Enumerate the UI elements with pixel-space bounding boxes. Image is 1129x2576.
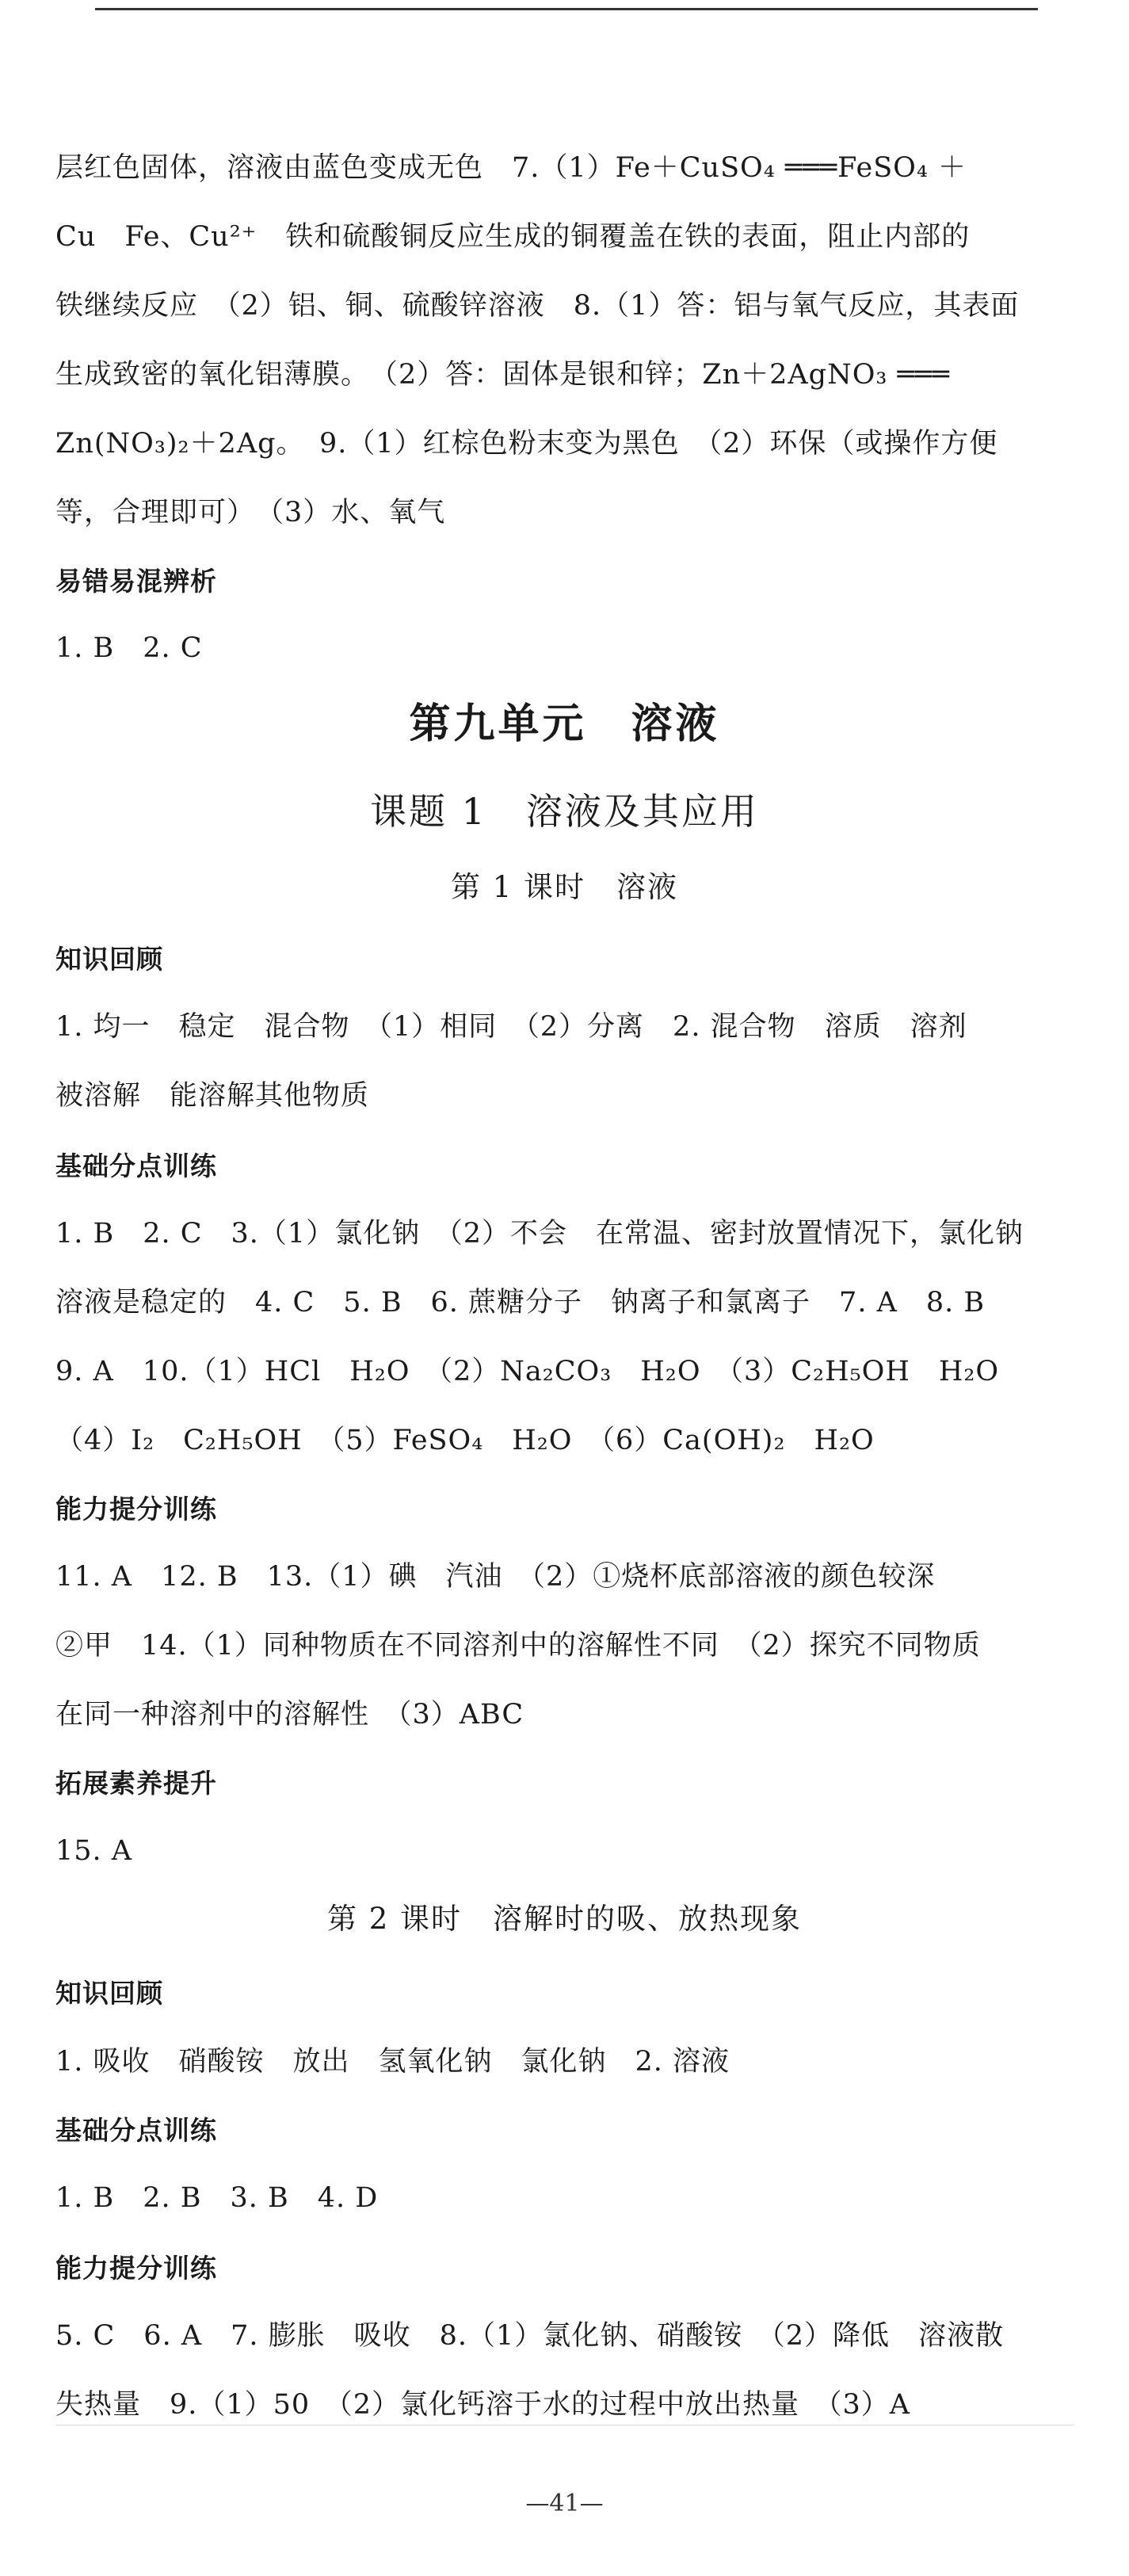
section-heading-error: 易错易混辨析 — [55, 566, 217, 597]
page-number: —41— — [525, 2490, 604, 2517]
answer-line: 5. C 6. A 7. 膨胀 吸收 8.（1）氯化钠、硝酸铵 （2）降低 溶液散 — [55, 2320, 1005, 2352]
answer-line: 层红色固体，溶液由蓝色变成无色 7.（1）Fe＋CuSO₄ ═══FeSO₄ ＋ — [55, 152, 967, 184]
lesson-title: 第 2 课时 溶解时的吸、放热现象 — [326, 1902, 803, 1936]
answer-line: 1. B 2. C 3.（1）氯化钠 （2）不会 在常温、密封放置情况下，氯化钠 — [55, 1218, 1024, 1250]
answer-line: （4）I₂ C₂H₅OH （5）FeSO₄ H₂O （6）Ca(OH)₂ H₂O — [55, 1425, 875, 1456]
unit-title: 第九单元 溶液 — [409, 700, 720, 748]
section-heading-ability: 能力提分训练 — [55, 2253, 217, 2284]
answer-line: 11. A 12. B 13.（1）碘 汽油 （2）①烧杯底部溶液的颜色较深 — [55, 1561, 936, 1593]
answer-line: 1. B 2. C — [55, 632, 203, 664]
answer-line: 失热量 9.（1）50 （2）氯化钙溶于水的过程中放出热量 （3）A — [55, 2389, 911, 2421]
topic-title: 课题 1 溶液及其应用 — [370, 790, 759, 833]
answer-line: ②甲 14.（1）同种物质在不同溶剂中的溶解性不同 （2）探究不同物质 — [55, 1630, 981, 1662]
answer-line: Zn(NO₃)₂＋2Ag。 9.（1）红棕色粉末变为黑色 （2）环保（或操作方便 — [55, 428, 998, 460]
section-heading-expand: 拓展素养提升 — [55, 1768, 217, 1799]
answer-line: 溶液是稳定的 4. C 5. B 6. 蔗糖分子 钠离子和氯离子 7. A 8. B — [55, 1287, 986, 1319]
answer-line: 1. 吸收 硝酸铵 放出 氢氧化钠 氯化钠 2. 溶液 — [55, 2046, 730, 2078]
section-heading-basic: 基础分点训练 — [55, 2115, 217, 2146]
answer-line: 被溶解 能溶解其他物质 — [55, 1080, 370, 1112]
section-heading-knowledge: 知识回顾 — [55, 1978, 163, 2009]
answer-line: 铁继续反应 （2）铝、铜、硫酸锌溶液 8.（1）答：铝与氧气反应，其表面 — [55, 290, 1020, 322]
section-heading-ability: 能力提分训练 — [55, 1494, 217, 1525]
answer-line: 15. A — [55, 1835, 133, 1867]
answer-line: 1. B 2. B 3. B 4. D — [55, 2182, 379, 2214]
section-heading-basic: 基础分点训练 — [55, 1151, 217, 1181]
answer-line: 等，合理即可） （3）水、氧气 — [55, 497, 446, 529]
answer-line: 生成致密的氧化铝薄膜。 （2）答：固体是银和锌；Zn＋2AgNO₃ ═══ — [55, 359, 950, 391]
answer-line: 9. A 10.（1）HCl H₂O （2）Na₂CO₃ H₂O （3）C₂H₅OH H₂O — [55, 1356, 1000, 1387]
answer-line: Cu Fe、Cu²⁺ 铁和硫酸铜反应生成的铜覆盖在铁的表面，阻止内部的 — [55, 221, 971, 253]
answer-line: 在同一种溶剂中的溶解性 （3）ABC — [55, 1699, 524, 1731]
lesson-title: 第 1 课时 溶液 — [450, 870, 679, 904]
section-heading-knowledge: 知识回顾 — [55, 944, 163, 975]
answer-line: 1. 均一 稳定 混合物 （1）相同 （2）分离 2. 混合物 溶质 溶剂 — [55, 1011, 967, 1043]
top-rule — [95, 8, 1038, 10]
